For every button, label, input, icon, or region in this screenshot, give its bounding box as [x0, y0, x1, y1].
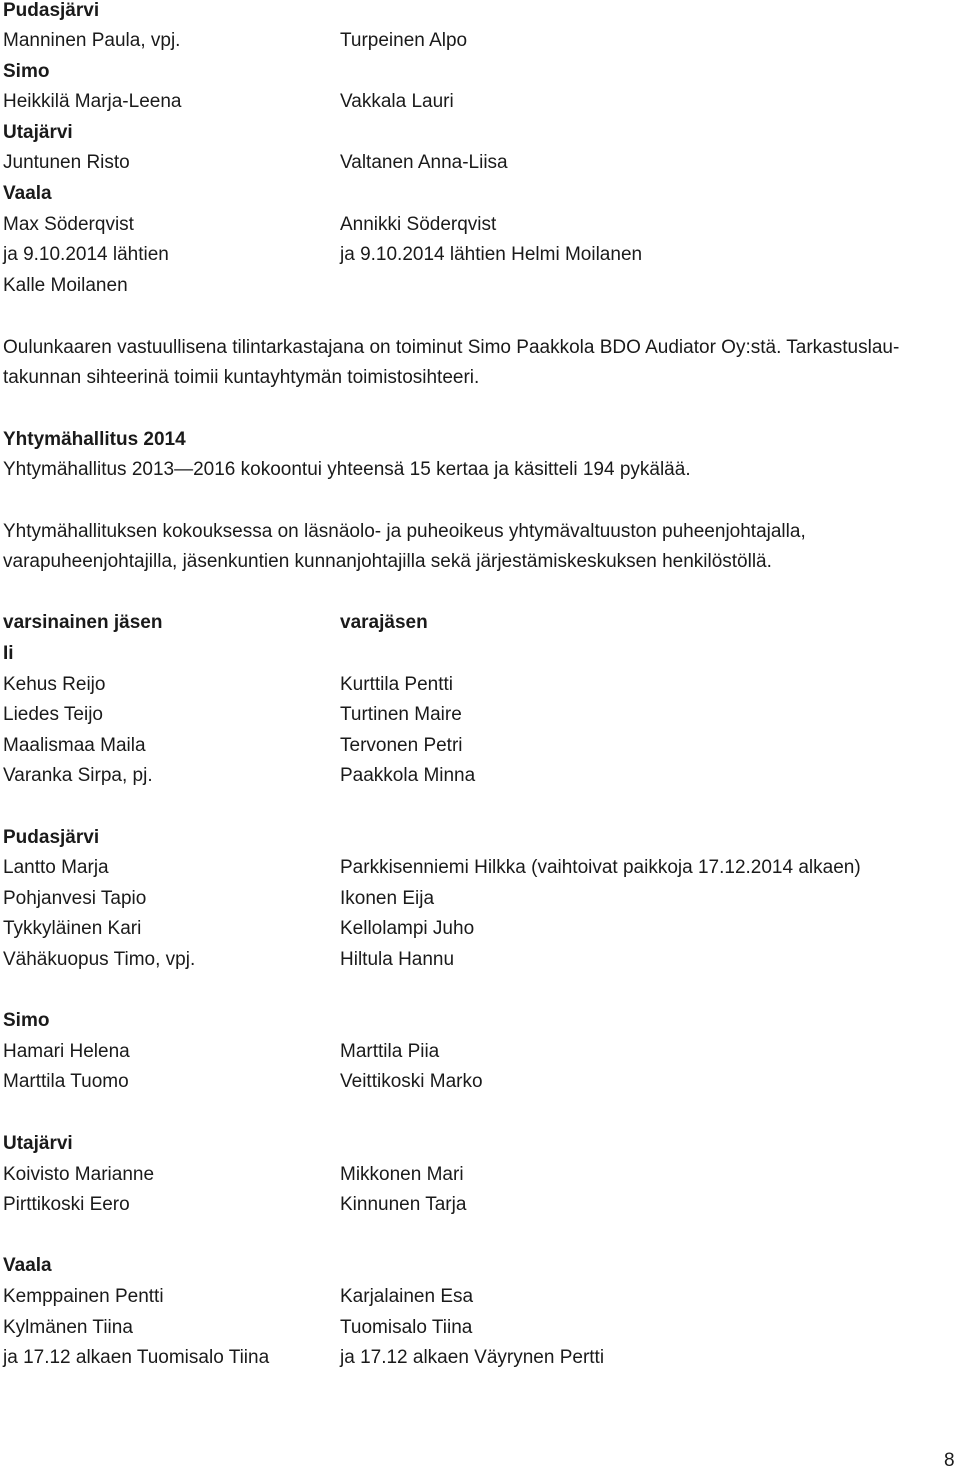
member-name: Kylmänen Tiina [3, 1317, 133, 1338]
member-name: Kehus Reijo [3, 674, 106, 695]
municipality-label: Vaala [3, 183, 52, 204]
municipality-label: Utajärvi [3, 122, 73, 143]
deputy-name: Annikki Söderqvist [340, 214, 497, 235]
paragraph-line: Yhtymähallituksen kokouksessa on läsnäolo- ja puheoikeus yhtymävaltuuston puheenjohtajalla, [3, 521, 806, 542]
deputy-name: Marttila Piia [340, 1041, 440, 1062]
deputy-name: ja 17.12 alkaen Väyrynen Pertti [340, 1347, 605, 1368]
deputy-name: Vakkala Lauri [340, 91, 454, 112]
deputy-name: Parkkisenniemi Hilkka (vaihtoivat paikkoja 17.12.2014 alkaen) [340, 857, 861, 878]
deputy-name: Mikkonen Mari [340, 1164, 464, 1185]
deputy-name: Kinnunen Tarja [340, 1194, 467, 1215]
municipality-label: Simo [3, 61, 50, 82]
member-name: Hamari Helena [3, 1041, 130, 1062]
member-name: Pohjanvesi Tapio [3, 888, 147, 909]
municipality-label: Utajärvi [3, 1133, 73, 1154]
deputy-name: Kellolampi Juho [340, 918, 475, 939]
member-name: Heikkilä Marja-Leena [3, 91, 182, 112]
deputy-name: Valtanen Anna-Liisa [340, 152, 508, 173]
deputy-name: ja 9.10.2014 lähtien Helmi Moilanen [340, 244, 643, 265]
deputy-name: Veittikoski Marko [340, 1071, 483, 1092]
page-number: 8 [944, 1450, 955, 1471]
member-name: Varanka Sirpa, pj. [3, 765, 153, 786]
municipality-label: Pudasjärvi [3, 827, 100, 848]
member-name: Lantto Marja [3, 857, 109, 878]
municipality-label: Pudasjärvi [3, 0, 100, 21]
member-name: Marttila Tuomo [3, 1071, 129, 1092]
board-summary: Yhtymähallitus 2013—2016 kokoontui yhteensä 15 kertaa ja käsitteli 194 pykälää. [3, 459, 691, 480]
deputy-name: Turtinen Maire [340, 704, 462, 725]
deputy-name: Kurttila Pentti [340, 674, 453, 695]
member-name: Maalismaa Maila [3, 735, 146, 756]
paragraph-line: takunnan sihteerinä toimii kuntayhtymän toimistosihteeri. [3, 367, 480, 388]
member-name: ja 17.12 alkaen Tuomisalo Tiina [3, 1347, 270, 1368]
paragraph-line: varapuheenjohtajilla, jäsenkuntien kunnanjohtajilla sekä järjestämiskeskuksen henkilöstöllä. [3, 551, 772, 572]
deputy-name: Ikonen Eija [340, 888, 435, 909]
member-name: Kemppainen Pentti [3, 1286, 164, 1307]
deputy-name: Paakkola Minna [340, 765, 476, 786]
municipality-label: Simo [3, 1010, 50, 1031]
deputy-name: Turpeinen Alpo [340, 30, 468, 51]
member-name: Pirttikoski Eero [3, 1194, 130, 1215]
member-name: Kalle Moilanen [3, 275, 128, 296]
column-header-member: varsinainen jäsen [3, 612, 163, 633]
member-name: Koivisto Marianne [3, 1164, 155, 1185]
column-header-deputy: varajäsen [340, 612, 428, 633]
deputy-name: Tervonen Petri [340, 735, 463, 756]
member-name: Liedes Teijo [3, 704, 104, 725]
member-name: Tykkyläinen Kari [3, 918, 142, 939]
deputy-name: Hiltula Hannu [340, 949, 455, 970]
member-name: Vähäkuopus Timo, vpj. [3, 949, 196, 970]
municipality-label: Ii [3, 643, 14, 664]
member-name: Manninen Paula, vpj. [3, 30, 181, 51]
member-name: ja 9.10.2014 lähtien [3, 244, 169, 265]
member-name: Max Söderqvist [3, 214, 134, 235]
paragraph-line: Oulunkaaren vastuullisena tilintarkastajana on toiminut Simo Paakkola BDO Audiator Oy:stä. Tarkastuslau- [3, 337, 900, 358]
section-heading: Yhtymähallitus 2014 [3, 429, 186, 450]
member-name: Juntunen Risto [3, 152, 130, 173]
municipality-label: Vaala [3, 1255, 52, 1276]
deputy-name: Tuomisalo Tiina [340, 1317, 473, 1338]
deputy-name: Karjalainen Esa [340, 1286, 474, 1307]
